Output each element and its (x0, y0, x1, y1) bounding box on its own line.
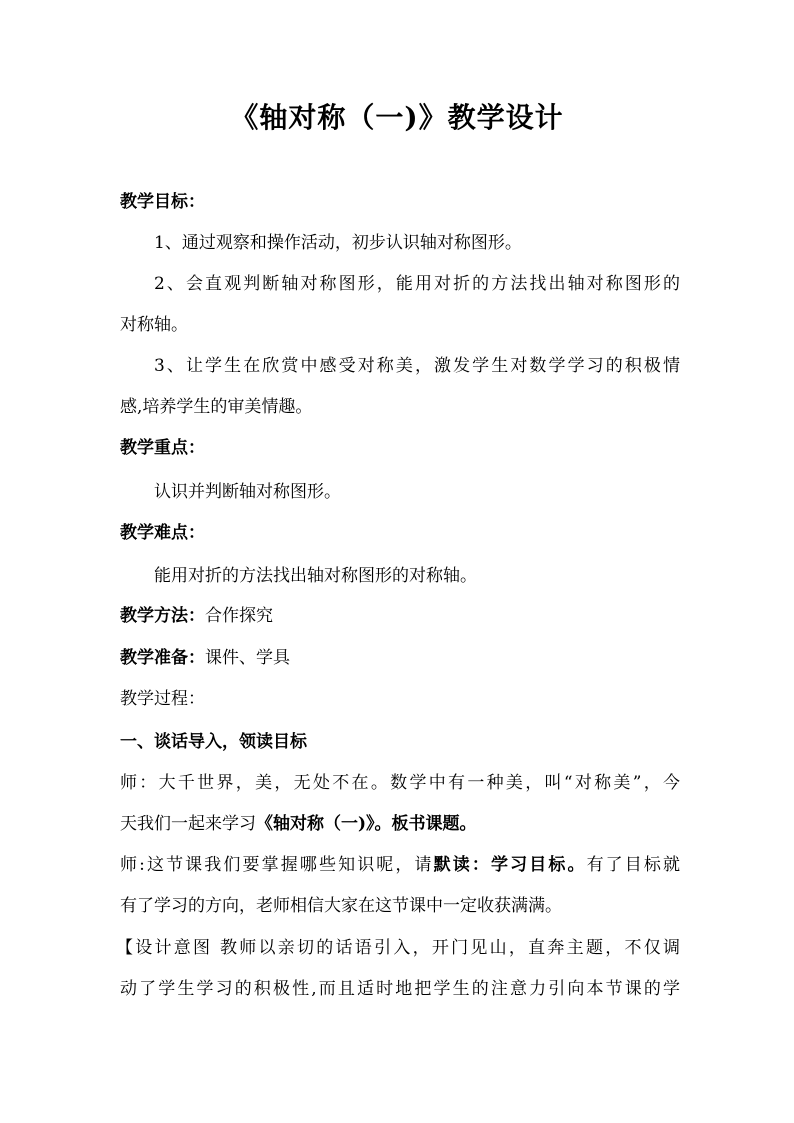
paragraph-2-line-2: 有了学习的方向，老师相信大家在这节课中一定收获满满。 (120, 896, 562, 916)
key-point-text: 认识并判断轴对称图形。 (154, 482, 341, 502)
lesson-title-reference: 《轴对称（一)》。板书课题。 (256, 814, 477, 834)
silent-reading-instruction: 默读：学习目标。 (433, 855, 587, 875)
objective-1: 1、通过观察和操作活动，初步认识轴对称图形。 (154, 233, 522, 253)
objective-3-line-2: 感,培养学生的审美情趣。 (120, 397, 313, 417)
method-heading: 教学方法： (120, 606, 205, 626)
paragraph-1-line-2-text: 天我们一起来学习 (120, 814, 256, 834)
key-point-heading: 教学重点： (120, 438, 205, 458)
preparation-line (120, 646, 680, 670)
difficulty-text: 能用对折的方法找出轴对称图形的对称轴。 (154, 566, 477, 586)
objectives-heading: 教学目标： (120, 192, 205, 212)
preparation-heading: 教学准备： (120, 648, 205, 668)
objective-2-line-2: 对称轴。 (120, 315, 188, 335)
process-heading: 教学过程： (120, 689, 205, 709)
objective-2-line-1: 2、会直观判断轴对称图形，能用对折的方法找出轴对称图形的 (154, 274, 680, 294)
method-line (120, 604, 680, 628)
document-title: 《轴对称（一)》教学设计 (230, 101, 564, 134)
paragraph-2-text-a: 师:这节课我们要掌握哪些知识呢，请 (120, 855, 434, 875)
paragraph-2-text-c: 有了目标就 (586, 855, 680, 875)
paragraph-1-line-2 (120, 812, 680, 836)
design-intent-line-2: 动了学生学习的积极性,而且适时地把学生的注意力引向本节课的学 (120, 979, 680, 999)
section-1-heading: 一、谈话导入，领读目标 (120, 732, 307, 752)
objective-3-line-1: 3、让学生在欣赏中感受对称美，激发学生对数学学习的积极情 (154, 356, 680, 376)
difficulty-heading: 教学难点： (120, 523, 205, 543)
paragraph-2-line-1 (120, 853, 680, 877)
method-text: 合作探究 (205, 606, 273, 626)
paragraph-1-line-1: 师：大千世界，美，无处不在。数学中有一种美，叫“对称美”，今 (120, 773, 680, 793)
design-intent-line-1: 【设计意图 教师以亲切的话语引入，开门见山，直奔主题，不仅调 (116, 938, 680, 958)
preparation-text: 课件、学具 (205, 648, 290, 668)
